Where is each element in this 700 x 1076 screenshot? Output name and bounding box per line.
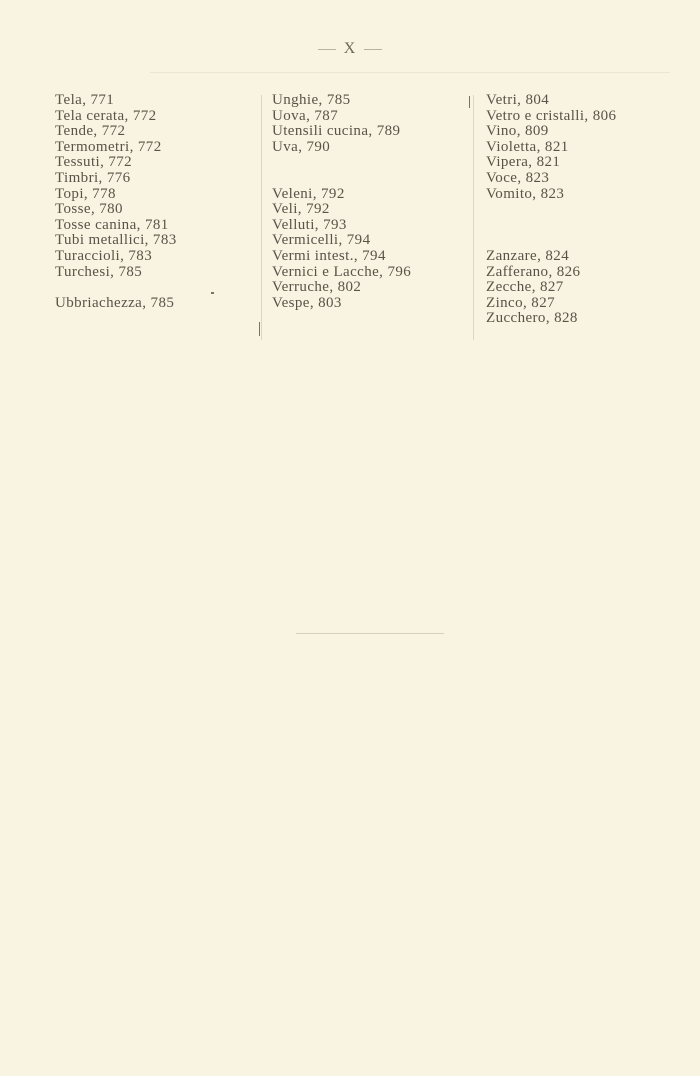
index-gap bbox=[486, 233, 616, 249]
index-entry: Vino, 809 bbox=[486, 123, 549, 140]
header-dash-right bbox=[364, 49, 382, 50]
index-column-2 bbox=[272, 93, 411, 311]
index-entry: Tende, 772 bbox=[55, 123, 126, 140]
index-entry: Tosse canina, 781 bbox=[55, 216, 169, 233]
index-entry: Tela cerata, 772 bbox=[55, 107, 157, 124]
page-header bbox=[0, 40, 700, 58]
index-entry: Uova, 787 bbox=[272, 107, 339, 124]
index-entry: Tubi metallici, 783 bbox=[55, 232, 177, 249]
index-entry: Vomito, 823 bbox=[486, 185, 565, 202]
bottom-rule bbox=[296, 633, 444, 634]
index-entry: Topi, 778 bbox=[55, 185, 116, 202]
column-divider bbox=[473, 95, 474, 340]
index-entry: Zinco, 827 bbox=[486, 294, 555, 311]
index-gap bbox=[272, 171, 411, 187]
index-entry: Zanzare, 824 bbox=[486, 247, 570, 264]
top-rule bbox=[150, 72, 670, 73]
index-gap bbox=[486, 202, 616, 218]
index-entry: Turchesi, 785 bbox=[55, 263, 143, 280]
column-divider bbox=[261, 95, 262, 340]
index-entry: Velluti, 793 bbox=[272, 216, 347, 233]
index-gap bbox=[486, 218, 616, 234]
index-entry: Voce, 823 bbox=[486, 169, 550, 186]
index-entry: Vetri, 804 bbox=[486, 92, 550, 108]
index-entry: Zafferano, 826 bbox=[486, 263, 581, 280]
index-entry: Ubbriachezza, 785 bbox=[55, 294, 175, 311]
index-entry: Zucchero, 828 bbox=[486, 310, 578, 327]
page-number: X bbox=[343, 40, 357, 57]
header-dash-left bbox=[318, 49, 336, 50]
index-entry: Unghie, 785 bbox=[272, 92, 351, 108]
index-entry: Vipera, 821 bbox=[486, 154, 561, 171]
index-entry: Tessuti, 772 bbox=[55, 154, 133, 171]
index-entry: Verruche, 802 bbox=[272, 279, 362, 296]
index-entry: Zecche, 827 bbox=[486, 279, 564, 296]
index-column-3 bbox=[486, 93, 616, 327]
index-entry: Vespe, 803 bbox=[272, 294, 342, 311]
index-entry: Uva, 790 bbox=[272, 138, 331, 155]
index-entry: Timbri, 776 bbox=[55, 169, 131, 186]
column-divider-mark bbox=[259, 322, 260, 336]
index-entry: Tela, 771 bbox=[55, 92, 115, 108]
index-gap bbox=[272, 155, 411, 171]
index-entry: Turaccioli, 783 bbox=[55, 247, 153, 264]
index-entry: Vetro e cristalli, 806 bbox=[486, 107, 617, 124]
index-entry: Tosse, 780 bbox=[55, 201, 123, 218]
index-entry: Vermicelli, 794 bbox=[272, 232, 371, 249]
index-entry: Veli, 792 bbox=[272, 201, 330, 218]
index-entry: Veleni, 792 bbox=[272, 185, 345, 202]
index-column-1 bbox=[55, 93, 177, 311]
index-entry: Utensili cucina, 789 bbox=[272, 123, 401, 140]
print-speck bbox=[211, 292, 214, 294]
index-entry: Termometri, 772 bbox=[55, 138, 162, 155]
index-entry: Vernici e Lacche, 796 bbox=[272, 263, 412, 280]
index-gap bbox=[55, 280, 177, 296]
index-entry: Vermi intest., 794 bbox=[272, 247, 386, 264]
index-entry: Violetta, 821 bbox=[486, 138, 569, 155]
column-divider-mark bbox=[469, 96, 470, 108]
